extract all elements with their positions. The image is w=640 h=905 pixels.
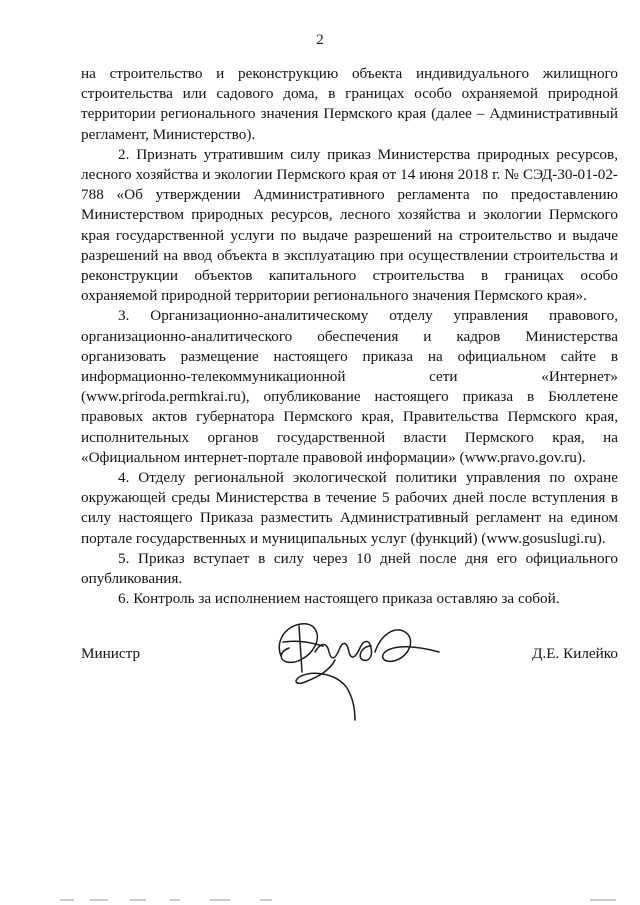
signature-block — [81, 612, 618, 722]
signatory-name: Д.Е. Килейко — [532, 645, 618, 662]
paragraph-continuation: на строительство и реконструкцию объекта индивидуального жилищного строительства или садового дома, в границах особо охраняемой природной территории регионального значения Пермского края (далее – Административный регламент, Министерство). — [81, 65, 618, 143]
handwritten-signature — [271, 612, 451, 722]
page-number: 2 — [316, 32, 324, 48]
scan-border-artifact — [60, 898, 620, 902]
paragraph-4-portal-placement: 4. Отделу региональной экологической политики управления по охране окружающей среды Министерства в течение 5 рабочих дней после вступления в силу настоящего Приказа разместить Административный регламент на едином портале государственных и муниципальных услуг (функций) (www.gosuslugi.ru). — [81, 469, 618, 547]
paragraph-3-publication: 3. Организационно-аналитическому отделу управления правового, организационно-аналитического обеспечения и кадров Министерства организовать размещение настоящего приказа на официальном сайте в информационно-телекоммуникационной сети «Интернет» (www.priroda.permkrai.ru), опубликование настоящего приказа в Бюллетене правовых актов губернатора Пермского края, Правительства Пермского края, исполнительных органов государственной власти Пермского края, на «Официальном интернет-портале правовой информации» (www.pravo.gov.ru). — [81, 307, 618, 466]
signatory-title: Министр — [81, 645, 141, 662]
document-body — [81, 64, 618, 609]
paragraph-5-entry-into-force: 5. Приказ вступает в силу через 10 дней после дня его официального опубликования. — [81, 549, 618, 588]
paragraph-2-repeal-order: 2. Признать утратившим силу приказ Министерства природных ресурсов, лесного хозяйства и экологии Пермского края от 14 июня 2018 г. № СЭД-30-01-02-788 «Об утверждении Административного регламента по предоставлению Министерством природных ресурсов, лесного хозяйства и экологии Пермского края государственной услуги по выдаче разрешений на строительство и выдаче разрешений на ввод объекта в эксплуатацию при осуществлении строительства и реконструкции объектов капитального строительства в границах особо охраняемой природной территории регионального значения Пермского края». — [81, 145, 618, 305]
paragraph-6-control: 6. Контроль за исполнением настоящего приказа оставляю за собой. — [118, 590, 560, 608]
